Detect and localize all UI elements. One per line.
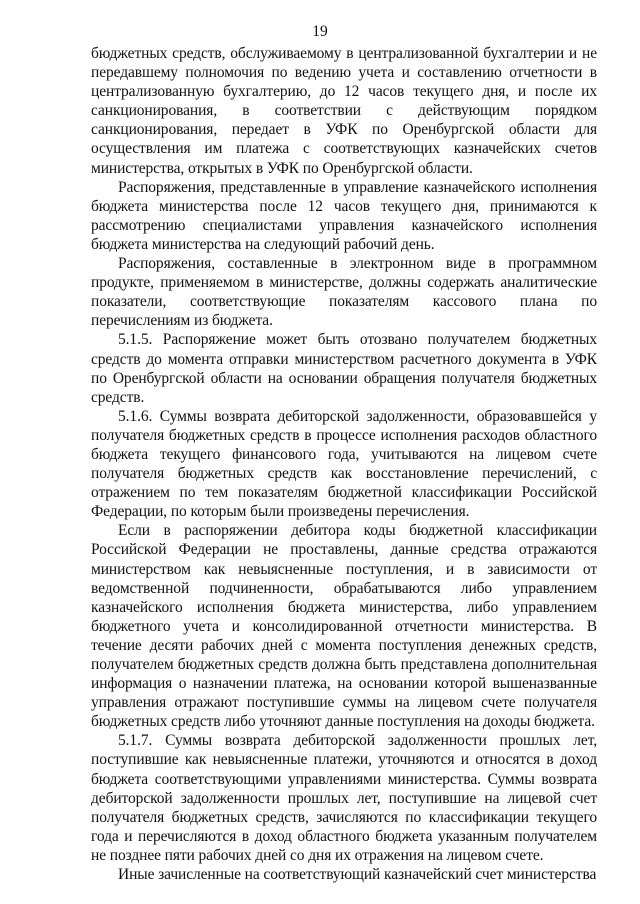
page-number: 19 (312, 23, 328, 40)
paragraph: бюджетных средств, обслуживаемому в централизованной бухгалтерии и не передавшему полномочия по ведению учета и составлению отчетности в централизованную бухгалтерию, до 12 часов текущего дня, и после их санкционирования, в соответствии с действующим порядком санкционирования, передает в УФК по Оренбургской области для осуществления им платежа с соответствующих казначейских счетов министерства, открытых в УФК по Оренбургской области. (91, 45, 597, 177)
paragraph-section-5-1-5: 5.1.5. Распоряжение может быть отозвано получателем бюджетных средств до момента отправки министерством расчетного документа в УФК по Оренбургской области на основании обращения получателя бюджетных средств. (91, 331, 597, 406)
paragraph: Распоряжения, представленные в управление казначейского исполнения бюджета министерства после 12 часов текущего дня, принимаются к рассмотрению специалистами управления казначейского исполнения бюджета министерства на следующий рабочий день. (91, 178, 597, 253)
paragraph: Иные зачисленные на соответствующий казначейский счет министерства (118, 866, 597, 884)
paragraph: Если в распоряжении дебитора коды бюджетной классификации Российской Федерации не проставлены, данные средства отражаются министерством как невыясненные поступления, и в зависимости от ведомственной подчиненности, обрабатываются либо управлением казначейского исполнения бюджета министерства, либо управлением бюджетного учета и консолидированной отчетности министерства. В течение десяти рабочих дней с момента поступления денежных средств, получателем бюджетных средств должна быть представлена дополнительная информация о назначении платежа, на основании которой вышеназванные управления отражают поступившие суммы на лицевом счете получателя бюджетных средств либо уточняют данные поступления на доходы бюджета. (91, 522, 597, 731)
document-body (91, 44, 597, 884)
paragraph: Распоряжения, составленные в электронном виде в программном продукте, применяемом в министерстве, должны содержать аналитические показатели, соответствующие показателям кассового плана по перечислениям из бюджета. (91, 255, 597, 330)
paragraph-section-5-1-6: 5.1.6. Суммы возврата дебиторской задолженности, образовавшейся у получателя бюджетных средств в процессе исполнения расходов областного бюджета текущего финансового года, учитываются на лицевом счете получателя бюджетных средств как восстановление перечислений, с отражением по тем показателям бюджетной классификации Российской Федерации, по которым были произведены перечисления. (91, 407, 597, 521)
paragraph-section-5-1-7: 5.1.7. Суммы возврата дебиторской задолженности прошлых лет, поступившие как невыясненные платежи, уточняются и относятся в доход бюджета соответствующими управлениями министерства. Суммы возврата дебиторской задолженности прошлых лет, поступившие на лицевой счет получателя бюджетных средств, зачисляются по классификации текущего года и перечисляются в доход областного бюджета указанным получателем не позднее пяти рабочих дней со дня их отражения на лицевом счете. (91, 732, 597, 864)
